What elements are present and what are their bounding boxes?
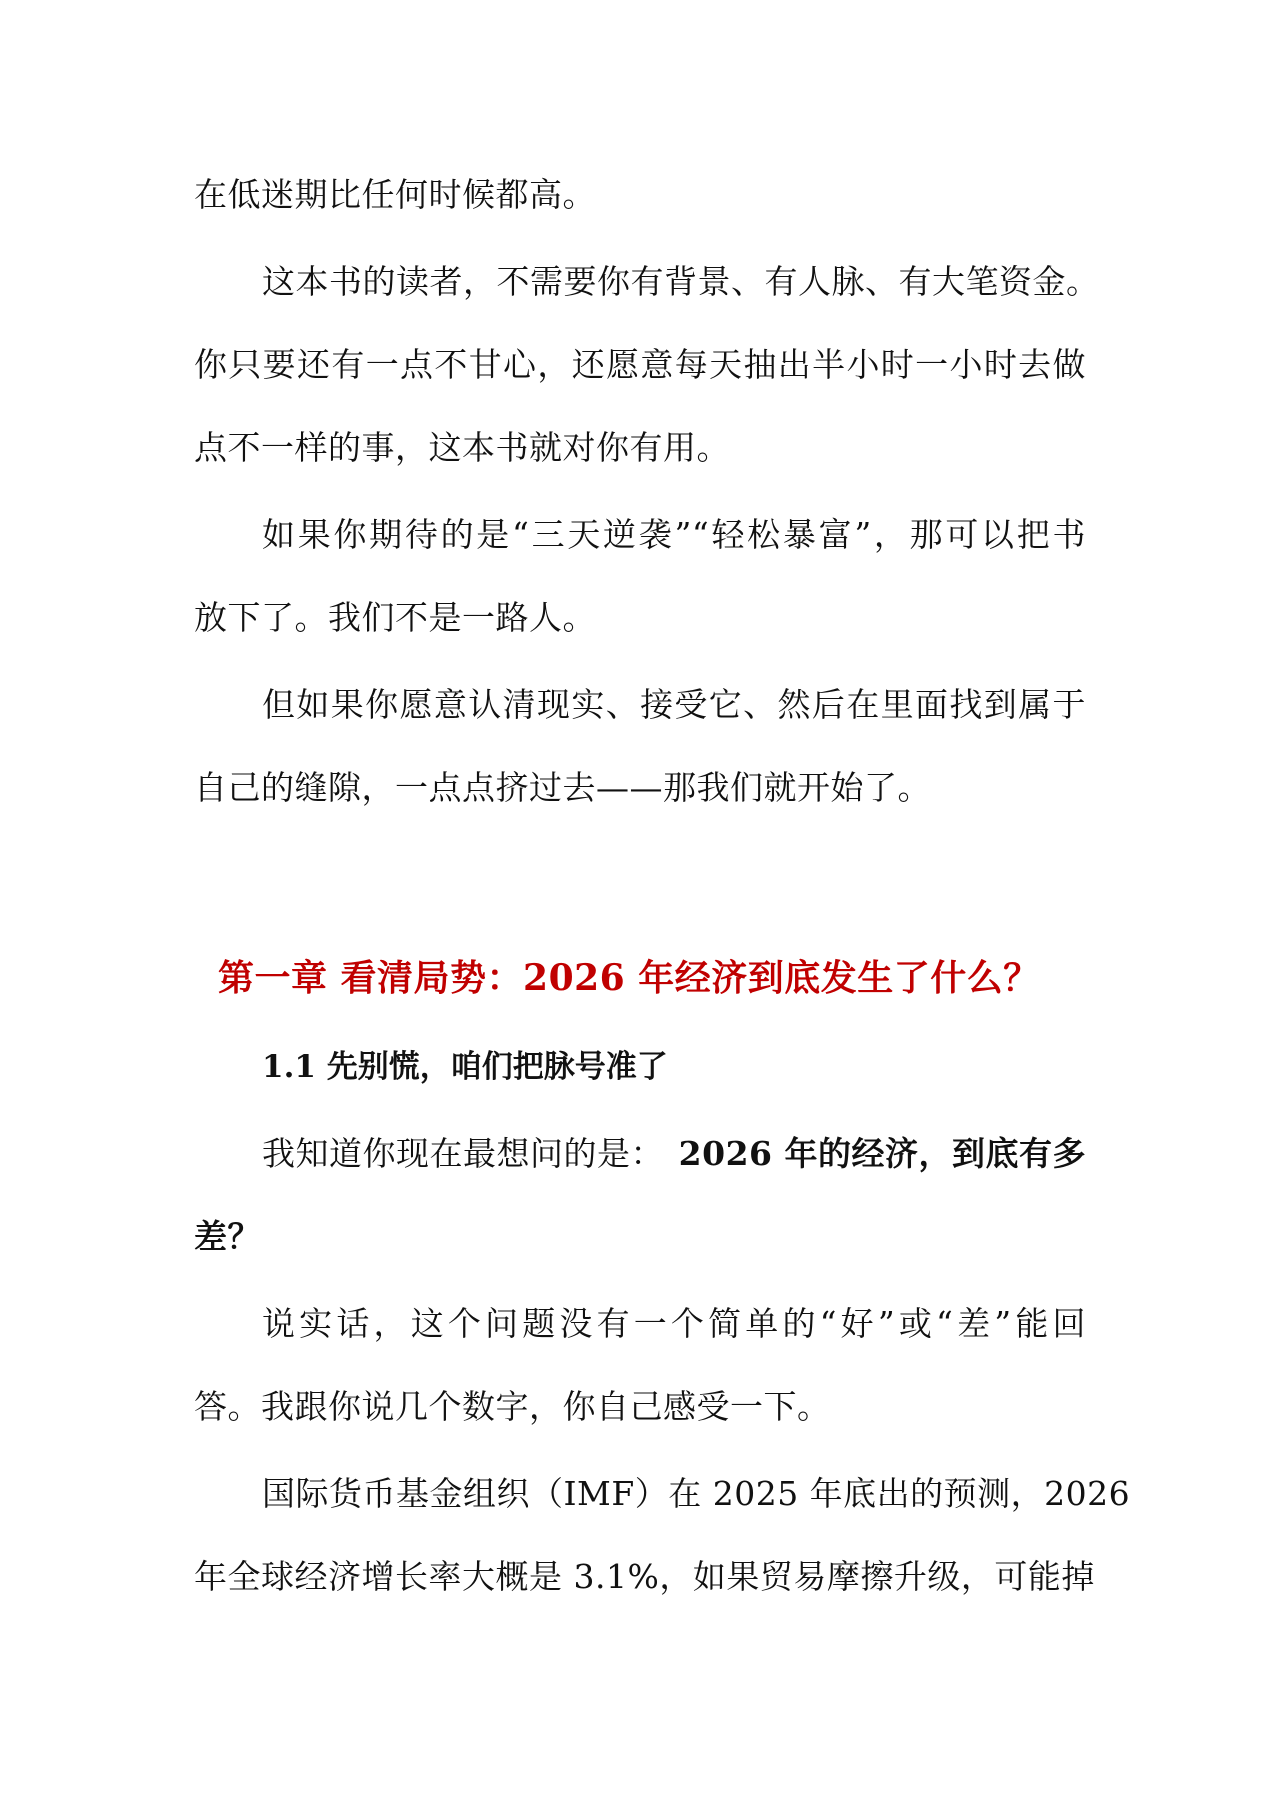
paragraph-line: 在低迷期比任何时候都高。 xyxy=(194,175,596,214)
paragraph-line: 说实话，这个问题没有一个简单的“好”或“差”能回 xyxy=(262,1304,1086,1343)
paragraph-line: 如果你期待的是“三天逆袭”“轻松暴富”，那可以把书 xyxy=(262,515,1086,554)
paragraph-text: 我知道你现在最想问的是： xyxy=(262,1134,664,1173)
emphasis-text: 2026 年的经济，到底有多 xyxy=(678,1134,1086,1173)
paragraph-line: 答。我跟你说几个数字，你自己感受一下。 xyxy=(194,1387,831,1426)
paragraph-line: 自己的缝隙，一点点挤过去——那我们就开始了。 xyxy=(194,768,931,807)
emphasis-text: 差？ xyxy=(194,1217,261,1256)
chapter-title: 第一章 看清局势：2026 年经济到底发生了什么？ xyxy=(218,957,1040,999)
paragraph-line: 这本书的读者，不需要你有背景、有人脉、有大笔资金。 xyxy=(262,262,1100,301)
paragraph-line: 国际货币基金组织（IMF）在 2025 年底出的预测，2026 xyxy=(262,1474,1131,1513)
paragraph-line: 但如果你愿意认清现实、接受它、然后在里面找到属于 xyxy=(262,685,1086,724)
section-title: 1.1 先别慌，咱们把脉号准了 xyxy=(262,1049,668,1085)
paragraph-line: 放下了。我们不是一路人。 xyxy=(194,598,596,637)
paragraph-line: 你只要还有一点不甘心，还愿意每天抽出半小时一小时去做 xyxy=(194,345,1086,384)
paragraph-line: 年全球经济增长率大概是 3.1%，如果贸易摩擦升级，可能掉 xyxy=(194,1557,1095,1596)
paragraph-line: 点不一样的事，这本书就对你有用。 xyxy=(194,428,730,467)
paragraph-line xyxy=(262,1131,1086,1177)
